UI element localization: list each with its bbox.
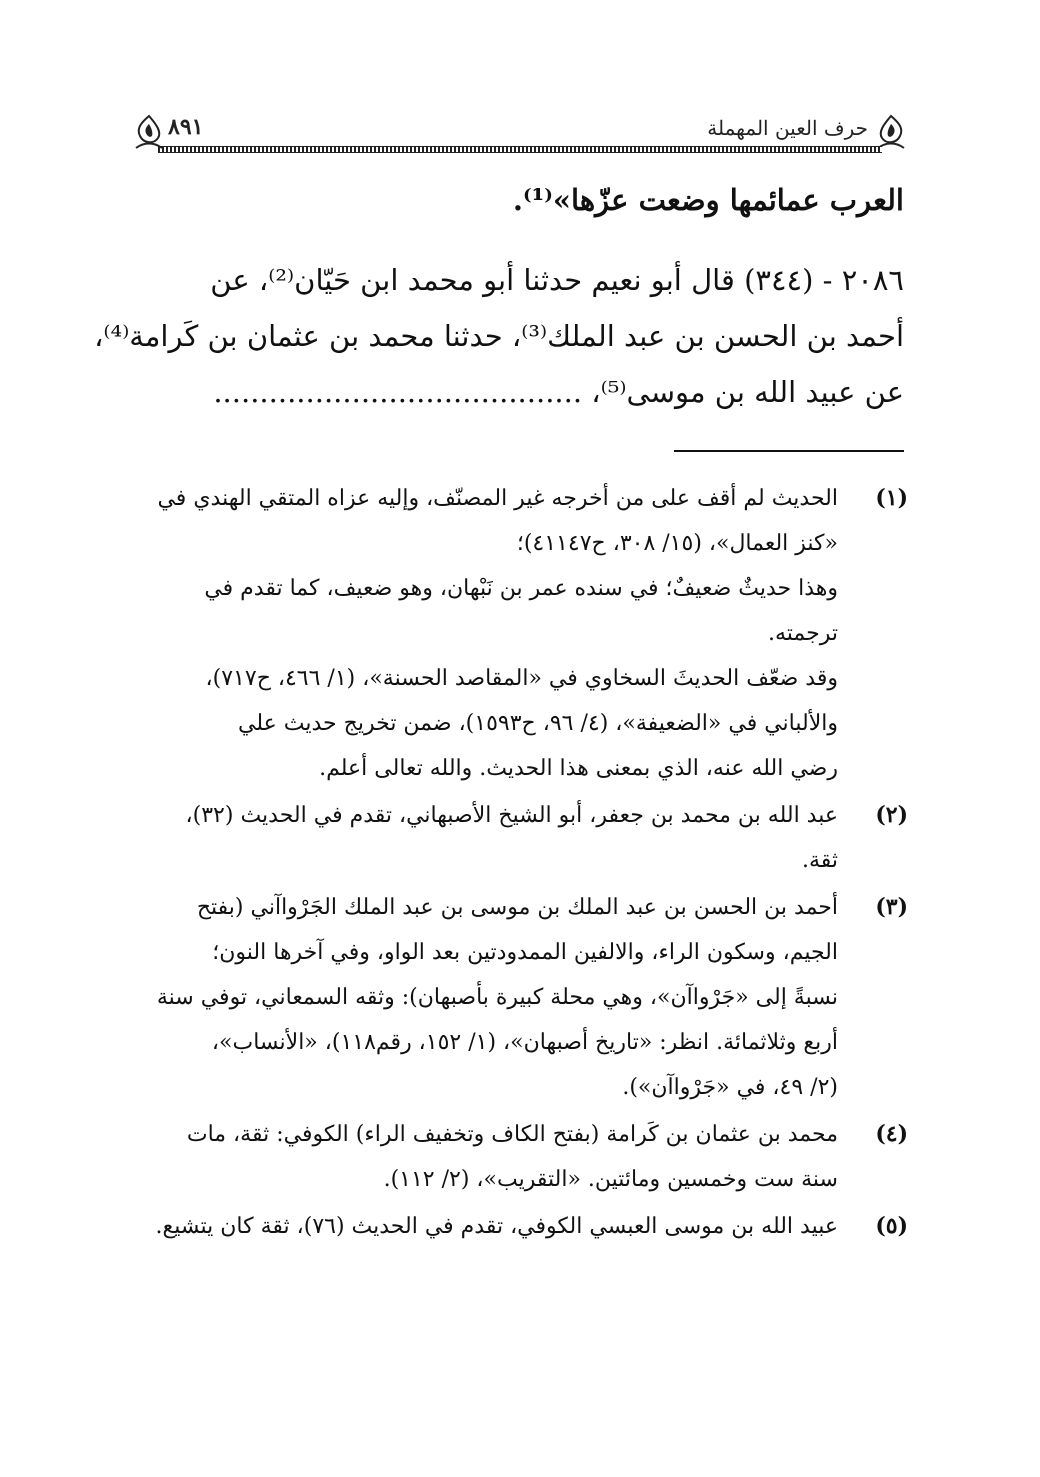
footnote-line: وقد ضعّف الحديثَ السخاوي في «المقاصد الحسنة»، (١/ ٤٦٦، ح٧١٧)، [205, 666, 838, 691]
footnote-line: ترجمته. [767, 621, 838, 646]
footnote-line: الجيم، وسكون الراء، والالفين الممدودتين بعد الواو، وفي آخرها النون؛ [212, 940, 838, 965]
header-rule [158, 146, 882, 153]
footnote-line: عبيد الله بن موسى العبسي الكوفي، تقدم في الحديث (٧٦)، ثقة كان يتشيع. [155, 1214, 838, 1239]
footnote-number: (٤) [875, 1121, 908, 1147]
footnote-line: نسبةً إلى «جَرْواآن»، وهي محلة كبيرة بأصبهان): وثقه السمعاني، توفي سنة [156, 985, 838, 1010]
footnote-line: «كنز العمال»، (١٥/ ٣٠٨، ح٤١١٤٧)؛ [516, 531, 838, 556]
chapter-title: حرف العين المهملة [707, 116, 868, 140]
footnote [132, 476, 908, 791]
main-line: عن عبيد الله بن موسى⁽⁵⁾، ........................................ [213, 375, 904, 409]
footnote-number: (٥) [875, 1213, 908, 1239]
page-number: ٨٩١ [168, 114, 204, 140]
footnote-number: (٣) [875, 894, 908, 920]
footnote-line: الحديث لم أقف على من أخرجه غير المصنّف، وإليه عزاه المتقي الهندي في [157, 486, 838, 511]
footnote-separator [674, 450, 904, 452]
footnote [132, 885, 908, 1110]
footnote [132, 1204, 908, 1249]
footnote-line: عبد الله بن محمد بن جعفر، أبو الشيخ الأصبهاني، تقدم في الحديث (٣٢)، [185, 803, 838, 828]
footnote-line: رضي الله عنه، الذي بمعنى هذا الحديث. والله تعالى أعلم. [319, 756, 838, 781]
footnote [132, 793, 908, 883]
main-line: ٢٠٨٦ - (٣٤٤) قال أبو نعيم حدثنا أبو محمد ابن حَيّان⁽²⁾، عن [210, 263, 904, 297]
main-line: العرب عمائمها وضعت عزّها»⁽¹⁾. [512, 183, 904, 217]
main-text [94, 172, 904, 420]
footnote-line: أربع وثلاثمائة. انظر: «تاريخ أصبهان»، (١/ ١٥٢، رقم١١٨)، «الأنساب»، [211, 1030, 838, 1055]
main-line: أحمد بن الحسن بن عبد الملك⁽³⁾، حدثنا محمد بن عثمان بن كَرامة⁽⁴⁾، [94, 319, 904, 353]
footnote-line: (٢/ ٤٩، في «جَرْواآن»). [622, 1075, 838, 1100]
ornament-icon [132, 112, 166, 152]
footnote [132, 1112, 908, 1202]
footnotes [132, 476, 908, 1251]
footnote-line: والألباني في «الضعيفة»، (٤/ ٩٦، ح١٥٩٣)، ضمن تخريج حديث علي [238, 711, 838, 736]
footnote-number: (٢) [875, 802, 908, 828]
footnote-line: محمد بن عثمان بن كَرامة (بفتح الكاف وتخفيف الراء) الكوفي: ثقة، مات [186, 1122, 838, 1147]
footnote-line: سنة ست وخمسين ومائتين. «التقريب»، (٢/ ١١٢). [383, 1167, 838, 1192]
page-header [132, 108, 908, 160]
footnote-line: ثقة. [801, 848, 838, 873]
footnote-line: أحمد بن الحسن بن عبد الملك بن موسى بن عبد الملك الجَرْواآني (بفتح [196, 895, 838, 920]
footnote-line: وهذا حديثٌ ضعيفٌ؛ في سنده عمر بن نَبْهان، وهو ضعيف، كما تقدم في [204, 576, 838, 601]
footnote-number: (١) [875, 485, 908, 511]
